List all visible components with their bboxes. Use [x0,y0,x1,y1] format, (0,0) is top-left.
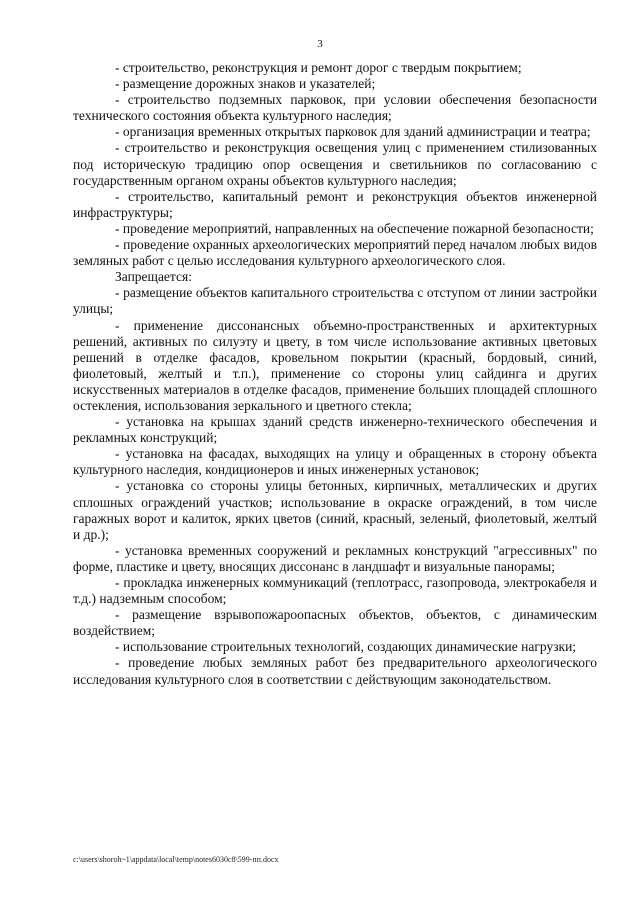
page-number: 3 [317,38,323,50]
list-item: - размещение объектов капитального строительства с отступом от линии застройки улицы; [73,285,597,317]
list-item: - установка на крышах зданий средств инженерно-технического обеспечения и рекламных конструкций; [73,414,597,446]
list-item: - размещение взрывопожароопасных объектов, объектов, с динамическим воздействием; [73,607,597,639]
list-item: - размещение дорожных знаков и указателей; [115,76,376,92]
list-item: - использование строительных технологий, создающих динамические нагрузки; [115,639,577,655]
list-item: - организация временных открытых парковок для зданий администрации и театра; [115,124,591,140]
footer-file-path: c:\users\shoroh~1\appdata\local\temp\notes6030c8\599-пп.docx [73,855,279,864]
list-item: - установка на фасадах, выходящих на улицу и обращенных в сторону объекта культурного наследия, кондиционеров и иных инженерных установок; [73,446,597,478]
list-item: - строительство подземных парковок, при условии обеспечения безопасности технического состояния объекта культурного наследия; [73,92,597,124]
list-item: - проведение мероприятий, направленных на обеспечение пожарной безопасности; [115,220,594,236]
document-body [73,60,597,688]
list-item: - проведение любых земляных работ без предварительного археологического исследования культурного слоя в соответствии с действующим законодательством. [73,655,597,687]
list-item: - строительство, реконструкция и ремонт дорог с твердым покрытием; [115,60,522,75]
list-item: - проведение охранных археологических мероприятий перед началом любых видов земляных работ с целью исследования культурного археологического слоя. [73,237,597,269]
list-item: - установка со стороны улицы бетонных, кирпичных, металлических и других сплошных ограждений участков; использование в окраске ограждений, в том числе гаражных ворот и калиток, ярких цветов (синий, красный, зеленый, фиолетовый, желтый и др.); [73,478,597,542]
list-item: - применение диссонансных объемно-пространственных и архитектурных решений, активных по силуэту и цвету, в том числе использование активных цветовых решений в отделке фасадов, кровельном покрытии (красный, бордовый, синий, фиолетовый, желтый и т.п.), применение со стороны улиц сайдинга и других искусственных материалов в отделке фасадов, применение больших площадей сплошного остекления, использования зеркального и цветного стекла; [73,317,597,413]
list-item: - установка временных сооружений и рекламных конструкций "агрессивных" по форме, пластике и цвету, вносящих диссонанс в ландшафт и визуальные панорамы; [73,542,597,574]
section-heading: Запрещается: [115,269,192,285]
list-item: - строительство и реконструкция освещения улиц с применением стилизованных под историческую традицию опор освещения и светильников по согласованию с государственным органом охраны объектов культурного наследия; [73,140,597,188]
list-item: - строительство, капитальный ремонт и реконструкция объектов инженерной инфраструктуры; [73,188,597,220]
list-item: - прокладка инженерных коммуникаций (теплотрасс, газопровода, электрокабеля и т.д.) надземным способом; [73,575,597,607]
